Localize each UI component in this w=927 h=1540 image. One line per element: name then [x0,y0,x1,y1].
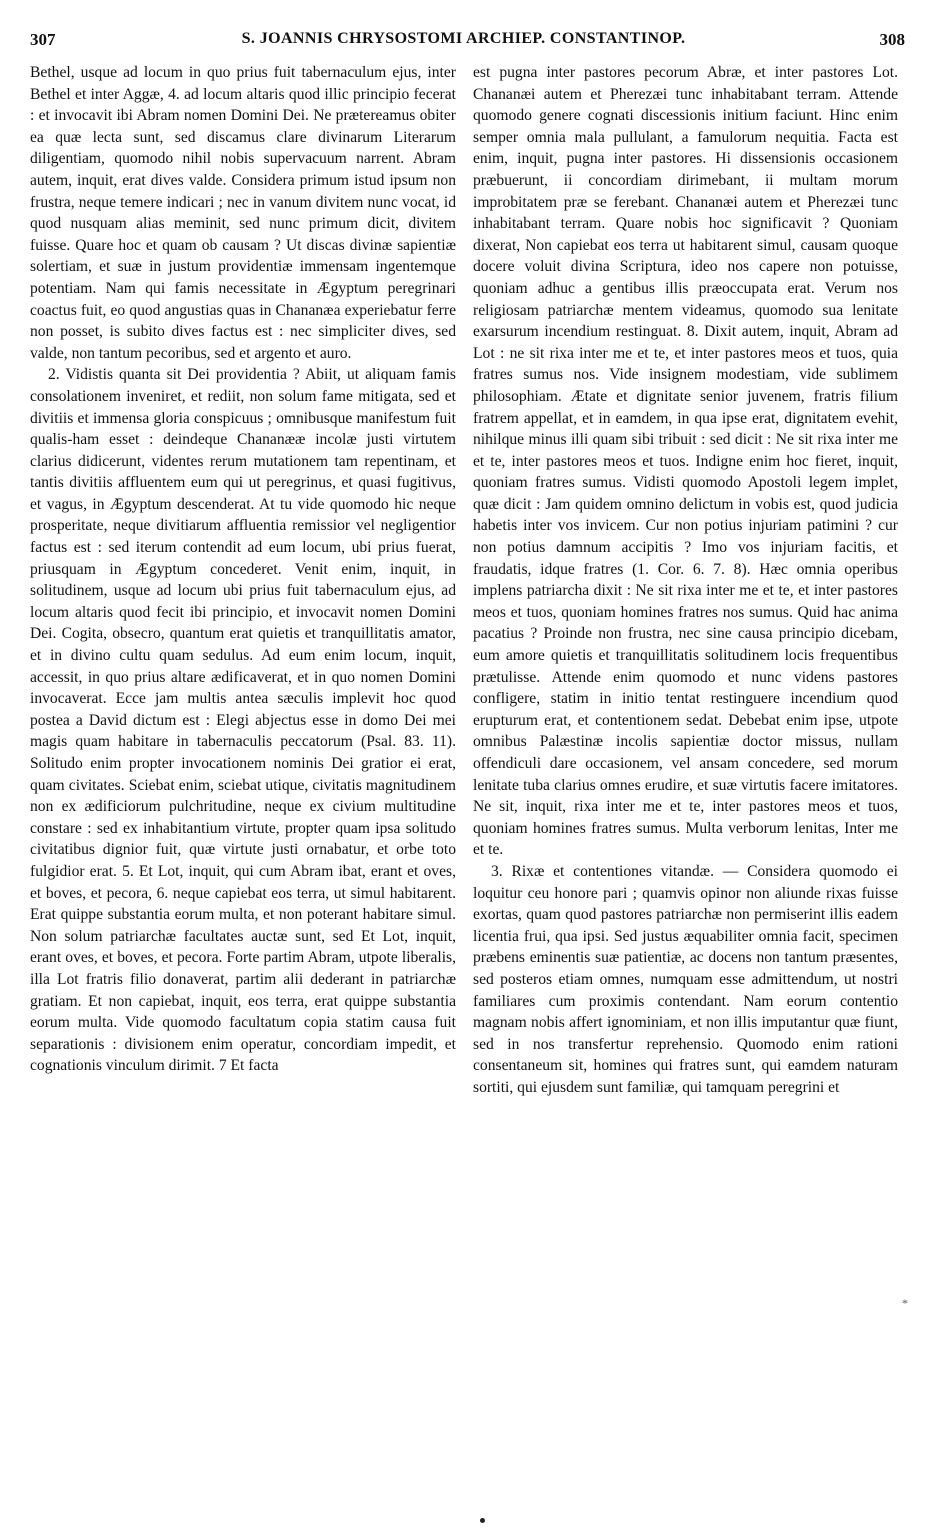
running-title: S. JOANNIS CHRYSOSTOMI ARCHIEP. CONSTANTINOP. [241,30,686,47]
bottom-dot-icon [480,1518,485,1523]
right-paragraph-1: est pugna inter pastores pecorum Abræ, et inter pastores Lot. Chananæi autem et Pherezæi tunc inhabitabant terram. Attende quomodo genere cognati discessionis initium faciunt. Hinc enim semper omnia mala pullulant, a famulorum nequitia. Facta est enim, inquit, pugna inter pastores. Hi dissensionis occasionem præbuerunt, ii concordiam dirimebant, ii multam morum improbitatem præ se ferebant. Chananæi autem et Pherezæi tunc inhabitabant terram. Quare nobis hoc significavit ? Quoniam dixerat, Non capiebat eos terra ut habitarent simul, causam quoque docere voluit divina Scriptura, ideo nos capere non potuisse, quoniam adhuc a gentibus illis præoccupata erat. Verum nos religiosam patriarchæ mentem videamus, quomodo sua lenitate exarsurum incendium restinguat. 8. Dixit autem, inquit, Abram ad Lot : ne sit rixa inter me et te, et inter pastores meos et tuos, quia fratres sumus nos. Vide insignem modestiam, vide sublimem philosophiam. Ætate et dignitate senior juvenem, fratris filium fratrem appellat, et in eamdem, in qua ipse erat, dignitatem evehit, nihilque minus illi quam sibi tribuit : sed dicit : Ne sit rixa inter me et te, inter pastores meos et tuos. Indigne enim hoc fieret, inquit, quoniam fratres sumus. Vidisti quomodo Apostoli legem implet, quæ dicit : Jam quidem omnino delictum in vobis est, quod judicia habetis inter vos invicem. Cur non potius injuriam patimini ? cur non potius damnum accipitis ? Imo vos injuriam facitis, et fraudatis, idque fratres (1. Cor. 6. 7. 8). Hæc omnia operibus implens patriarcha dixit : Ne sit rixa inter me et te, et inter pastores meos et tuos, quoniam homines fratres nos sumus. Quid hac anima pacatius ? Proinde non frustra, nec sine causa principio dicebam, eum amore quietis et tranquillitatis solitudinem locis frequentibus prætulisse. Attende enim quomodo et nunc videns pastores confligere, statim in initio tentat restinguere incendium quod erupturum erat, et contentionem sedat. Debebat enim ipse, utpote omnibus Palæstinæ incolis sapientiæ doctor missus, nullam offendiculi dare occasionem, vel ansam concedere, sed morum lenitate tuba clarius omnes erudire, et suæ virtutis facere imitatores. Ne sit, inquit, rixa inter me et te, inter pastores meos et tuos, quoniam homines fratres sumus. Multa verborum lenitas, Inter me et te. [473,64,898,859]
page-number-left: 307 [30,30,56,49]
right-paragraph-2: 3. Rixæ et contentiones vitandæ. — Considera quomodo ei loquitur ceu honore pari ; quamvis opinor non aliunde rixas fuisse exortas, quam quod pastores patriarchæ non permiserint illis eadem licentia frui, qua ipsi. Sed justus æquabiliter omnia facit, specimen præbens eminentis suæ patientiæ, ac docens non tantum præsentes, sed posteros etiam omnes, numquam esse admittendum, ut nostri familiares cum proximis contendant. Nam eorum contentio magnam nobis affert ignominiam, et non illis imputantur quæ fiunt, sed in nos transfertur reprehensio. Quomodo enim rationi consentaneum sit, homines qui fratres sunt, qui eamdem naturam sortiti, qui ejusdem sunt familiæ, qui tamquam peregrini et [473,862,898,1096]
running-header [0,30,927,56]
page-number-right: 308 [879,30,905,49]
margin-mark-icon: * [902,1296,908,1310]
left-paragraph-2: 2. Vidistis quanta sit Dei providentia ? Abiit, ut aliquam famis consolationem inveniret, et rediit, non solum fame mitigata, sed et divitiis et immensa gloria conspicuus ; omnibusque manifestum fuit qualis-ham esset : deindeque Chananææ incolæ justi virtutem clarius didicerunt, videntes rerum mutationem tam repentinam, et tantis divitiis affluentem eum qui ut peregrinus, et quasi fugitivus, et vagus, in Ægyptum descenderat. At tu vide quomodo hic neque prosperitate, neque divitiarum affluentia remissior vel negligentior factus est : sed iterum contendit ad eum locum, ubi prius fuerat, priusquam in Ægyptum concederet. Venit enim, inquit, in solitudinem, usque ad locum ubi prius fuit tabernaculum ejus, ad locum altaris quod fecit ibi principio, et invocavit nomen Domini Dei. Cogita, obsecro, quantum erat quietis et tranquillitatis amator, et in divino cultu quam sedulus. Ad eum enim locum, inquit, accessit, in quo prius altare ædificaverat, et in quo nomen Domini invocaverat. Ecce jam multis antea sæculis implevit hoc quod postea a David dictum est : Elegi abjectus esse in domo Dei mei magis quam habitare in tabernaculis peccatorum (Psal. 83. 11). Solitudo enim propter invocationem nominis Dei gratior ei erat, quam civitates. Sciebat enim, sciebat utique, civitatis magnitudinem non ex ædificiorum pulchritudine, neque ex civium multitudine constare : sed ex inhabitantium virtute, propter quam ipsa solitudo civitatibus dignior fuit, quæ virtute justi ornabatur, et orbe toto fulgidior erat. 5. Et Lot, inquit, qui cum Abram ibat, erant et oves, et boves, et pecora, 6. neque capiebat eos terra, ut simul habitarent. Erat quippe substantia eorum multa, et non poterant habitare simul. Non solum patriarchæ facultates auctæ sunt, sed Et Lot, inquit, erant oves, et boves, et pecora. Forte partim Abram, utpote liberalis, illa Lot fratris filio donaverat, partim alii dederant in patriarchæ gratiam. Et non capiebat, inquit, eos terra, erat quippe substantia eorum multa. Vide quomodo facultatum copia statim causa fuit separationis : divisionem enim operatur, concordiam impedit, et cognationis vinculum dirimit. 7 Et facta [30,366,456,1075]
left-column [30,62,456,1077]
left-paragraph-1: Bethel, usque ad locum in quo prius fuit tabernaculum ejus, inter Bethel et inter Aggæ, 4. ad locum altaris quod illic principio fecerat : et invocavit ibi Abram nomen Domini Dei. Ne prætereamus obiter ea quæ lecta sunt, sed discamus clare divinarum Literarum diligentiam, quomodo nihil nobis supervacuum narrent. Abram autem, inquit, erat dives valde. Considera primum istud ipsum non frustra, neque temere indicari ; nec in vanum divitem nunc vocat, id quod nusquam alias meminit, sed nunc primum dicit, divitem fuisse. Quare hoc et quam ob causam ? Ut discas divinæ sapientiæ solertiam, et suæ in justum providentiæ immensam ingentemque potentiam. Nam qui famis necessitate in Ægyptum peregrinari coactus fuit, eo quod angustias quas in Chananæa experiebatur ferre non posset, is subito dives factus est : nec simpliciter dives, sed valde, non tantum pecoribus, sed et argento et auro. [30,64,456,362]
right-column [473,62,898,1099]
